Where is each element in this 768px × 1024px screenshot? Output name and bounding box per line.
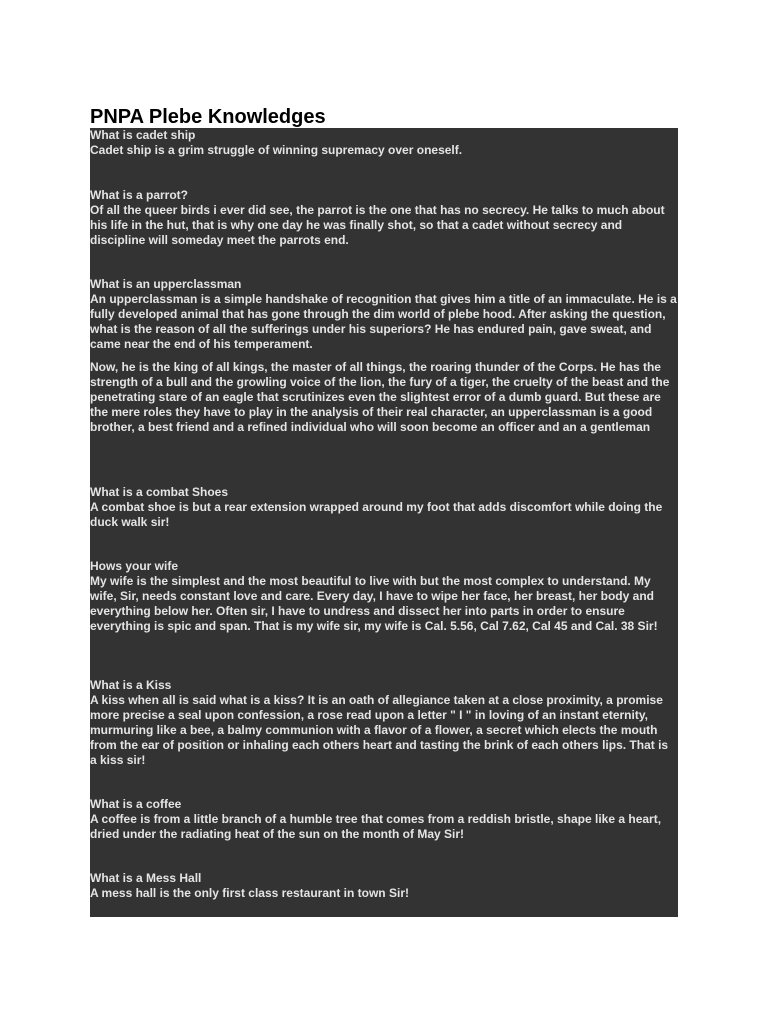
question-text: What is an upperclassman: [90, 277, 242, 291]
qa-item-cadet-ship: [90, 128, 678, 158]
answer-text: A mess hall is the only first class restaurant in town Sir!: [90, 886, 409, 900]
question-text: What is a Mess Hall: [90, 871, 202, 885]
qa-item-coffee: [90, 797, 678, 842]
answer-text: A kiss when all is said what is a kiss? It is an oath of allegiance taken at a close proximity, a promise more precise a seal upon confession, a rose read upon a letter " I " in loving of an instant eternity, murmuring like a bee, a balmy communion with a flavor of a flower, a secret which elects the mouth from the ear of position or inhaling each others heart and tasting the brink of each others lips. That is a kiss sir!: [90, 693, 669, 767]
qa-item-upperclassman: [90, 277, 678, 435]
question-text: What is a Kiss: [90, 678, 172, 692]
qa-item-wife: [90, 559, 678, 634]
answer-text: My wife is the simplest and the most beautiful to live with but the most complex to understand. My wife, Sir, needs constant love and care. Every day, I have to wipe her face, her breast, her body and everything below her. Often sir, I have to undress and dissect her into parts in order to ensure everything is spic and span. That is my wife sir, my wife is Cal. 5.56, Cal 7.62, Cal 45 and Cal. 38 Sir!: [90, 574, 658, 633]
question-text: What is a coffee: [90, 797, 182, 811]
answer-text: Of all the queer birds i ever did see, the parrot is the one that has no secrecy. He talks to much about his life in the hut, that is why one day he was finally shot, so that a cadet without secrecy and discipline will someday meet the parrots end.: [90, 203, 665, 247]
qa-item-kiss: [90, 678, 678, 768]
answer-text: An upperclassman is a simple handshake of recognition that gives him a title of an immaculate. He is a fully developed animal that has gone through the dim world of plebe hood. After asking the question, what is the reason of all the sufferings under his superiors? He has endured pain, gave sweat, and came near the end of his temperament.: [90, 292, 677, 351]
qa-item-combat-shoes: [90, 485, 678, 530]
answer-text: Now, he is the king of all kings, the master of all things, the roaring thunder of the Corps. He has the strength of a bull and the growling voice of the lion, the fury of a tiger, the cruelty of the beast and the penetrating stare of an eagle that scrutinizes even the slightest error of a dumb guard. But these are the mere roles they have to play in the analysis of their real character, an upperclassman is a good brother, a best friend and a refined individual who will soon become an officer and an a gentleman: [90, 360, 670, 434]
answer-text: A coffee is from a little branch of a humble tree that comes from a reddish bristle, shape like a heart, dried under the radiating heat of the sun on the month of May Sir!: [90, 812, 662, 841]
question-text: Hows your wife: [90, 559, 179, 573]
content-panel: [90, 128, 678, 917]
question-text: What is cadet ship: [90, 128, 196, 142]
qa-item-parrot: [90, 188, 678, 248]
answer-text: A combat shoe is but a rear extension wrapped around my foot that adds discomfort while doing the duck walk sir!: [90, 500, 663, 529]
page-title: PNPA Plebe Knowledges: [90, 106, 326, 128]
question-text: What is a combat Shoes: [90, 485, 229, 499]
question-text: What is a parrot?: [90, 188, 189, 202]
answer-text: Cadet ship is a grim struggle of winning supremacy over oneself.: [90, 143, 463, 157]
qa-item-mess-hall: [90, 871, 678, 901]
